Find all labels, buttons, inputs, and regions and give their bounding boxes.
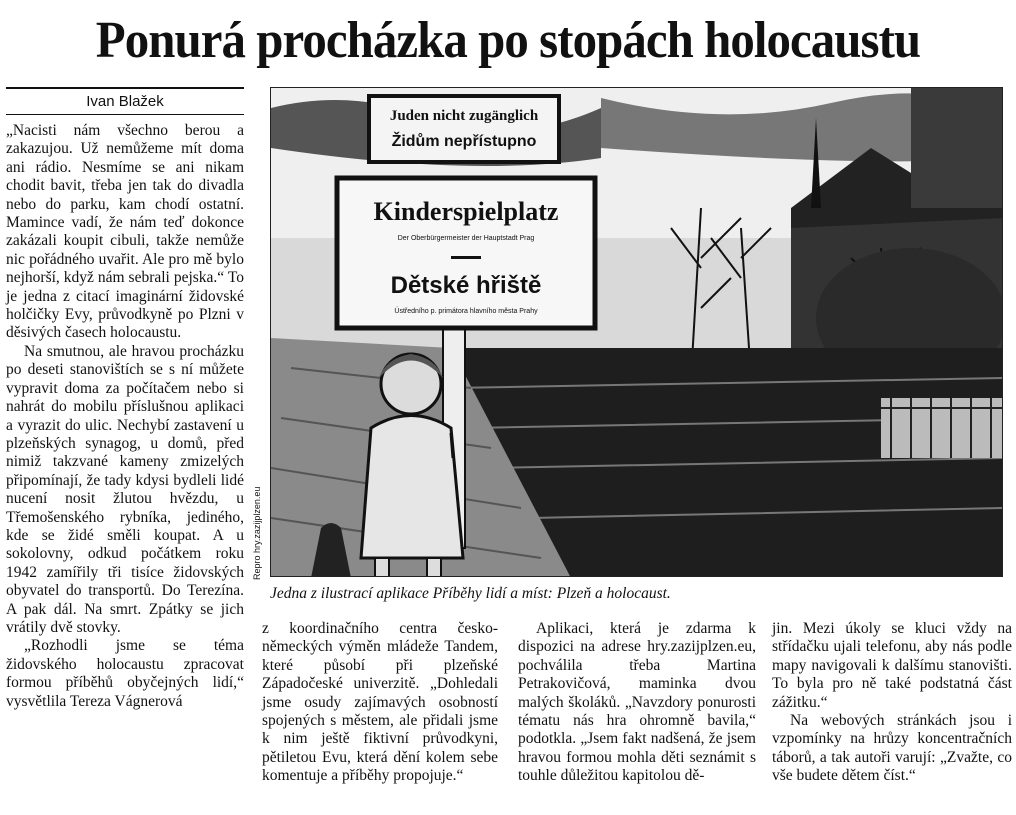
author-byline: Ivan Blažek: [86, 93, 164, 110]
sign-czech-subtitle: Ústředního p. primátora hlavního města Prahy: [394, 308, 538, 315]
headline: Ponurá procházka po stopách holocaustu: [95, 12, 921, 69]
paragraph: jin. Mezi úkoly se kluci vždy na střídačku ujali telefonu, aby nás podle mapy navigovali k dalšímu stanovišti. To byla pro ně také podstatná část zážitku.“: [772, 620, 1012, 711]
illustration-image: [271, 88, 1003, 577]
sign-top-german: Juden nicht zugänglich: [389, 108, 539, 124]
article-column-4: [772, 620, 1012, 786]
article-column-1: [6, 122, 244, 711]
byline-bottom-rule: [6, 114, 244, 115]
paragraph: Na webových stránkách jsou i vzpomínky na hrůzy koncentračních táborů, a tak autoři varují: „Zvažte, co vše budete dětem číst.“: [772, 712, 1012, 785]
paragraph: „Rozhodli jsme se téma židovského holocaustu zpracovat formou příběhů obyčejných lidí,“ vysvětlila Tereza Vágnerová: [6, 637, 244, 710]
byline-top-rule: [6, 87, 244, 89]
photo-caption: Jedna z ilustrací aplikace Příběhy lidí a míst: Plzeň a holocaust.: [270, 585, 671, 602]
sign-top-czech: Židům nepřístupno: [391, 133, 537, 150]
paragraph: Aplikaci, která je zdarma k dispozici na adrese hry.zazijplzen.eu, pochválila třeba Martina Petrakovičová, maminka dvou malých školáků. „Navzdory ponurosti tématu nás hra ohromně bavila,“ podotkla. „Jsem fakt nadšená, že jsem hravou formou mohla děti seznámit s touhle důležitou kapitolou dě-: [518, 620, 756, 785]
sign-czech-title: Dětské hřiště: [390, 272, 542, 299]
article-column-2: [262, 620, 498, 786]
paragraph: Na smutnou, ale hravou procházku po deseti stanovištích se s ní můžete vypravit doma za počítačem nebo si nahrát do mobilu příslušnou aplikaci a vyrazit do ulic. Nechybí zastavení u plzeňských synagog, u domů, před nimiž takzvané kameny zmizelých připomínají, že tady kdysi bydleli lidé nucení nosit žlutou hvězdu, u Třemošenského rybníka, jediného, kde se židé směli koupat. A u sokolovny, odkud počátkem roku 1942 zamířily tři tisíce židovských obyvatel do transportů. Do Terezína. A pak dál. Na smrt. Zpátky se jich vrátily dvě stovky.: [6, 342, 244, 636]
paragraph: „Nacisti nám všechno berou a zakazujou. Už nemůžeme mít doma ani rádio. Nesmíme se ani nikam chodit bavit, třeba jen tak do divadla nebo do parku, kam chodí ostatní. Mamince vadí, že nám teď dokonce zakázali koupit cibuli, takže nemůže nic pořádného uvařit. Ale pro mě bylo nejhorší, když nám sebrali pejska.“ To je jedna z citací imaginární židovské holčičky Evy, průvodkyně po Plzni v děsivých časech holocaustu.: [6, 122, 244, 342]
sign-german-subtitle: Der Oberbürgermeister der Hauptstadt Prag: [397, 235, 535, 242]
paragraph: z koordinačního centra česko-německých výměn mládeže Tandem, které působí při plzeňské Západočeské univerzitě. „Dohledali jsme osudy zajímavých osobností spojených s městem, ale přidali jsme k nim ještě fiktivní průvodkyni, pětiletou Evu, která dění kolem sebe komentuje a příběhy propojuje.“: [262, 620, 498, 785]
sign-german-title: Kinderspielplatz: [373, 197, 559, 226]
photo-credit: Repro hry.zazijplzen.eu: [252, 486, 262, 580]
article-photo: [270, 87, 1003, 577]
article-column-3: [518, 620, 756, 786]
